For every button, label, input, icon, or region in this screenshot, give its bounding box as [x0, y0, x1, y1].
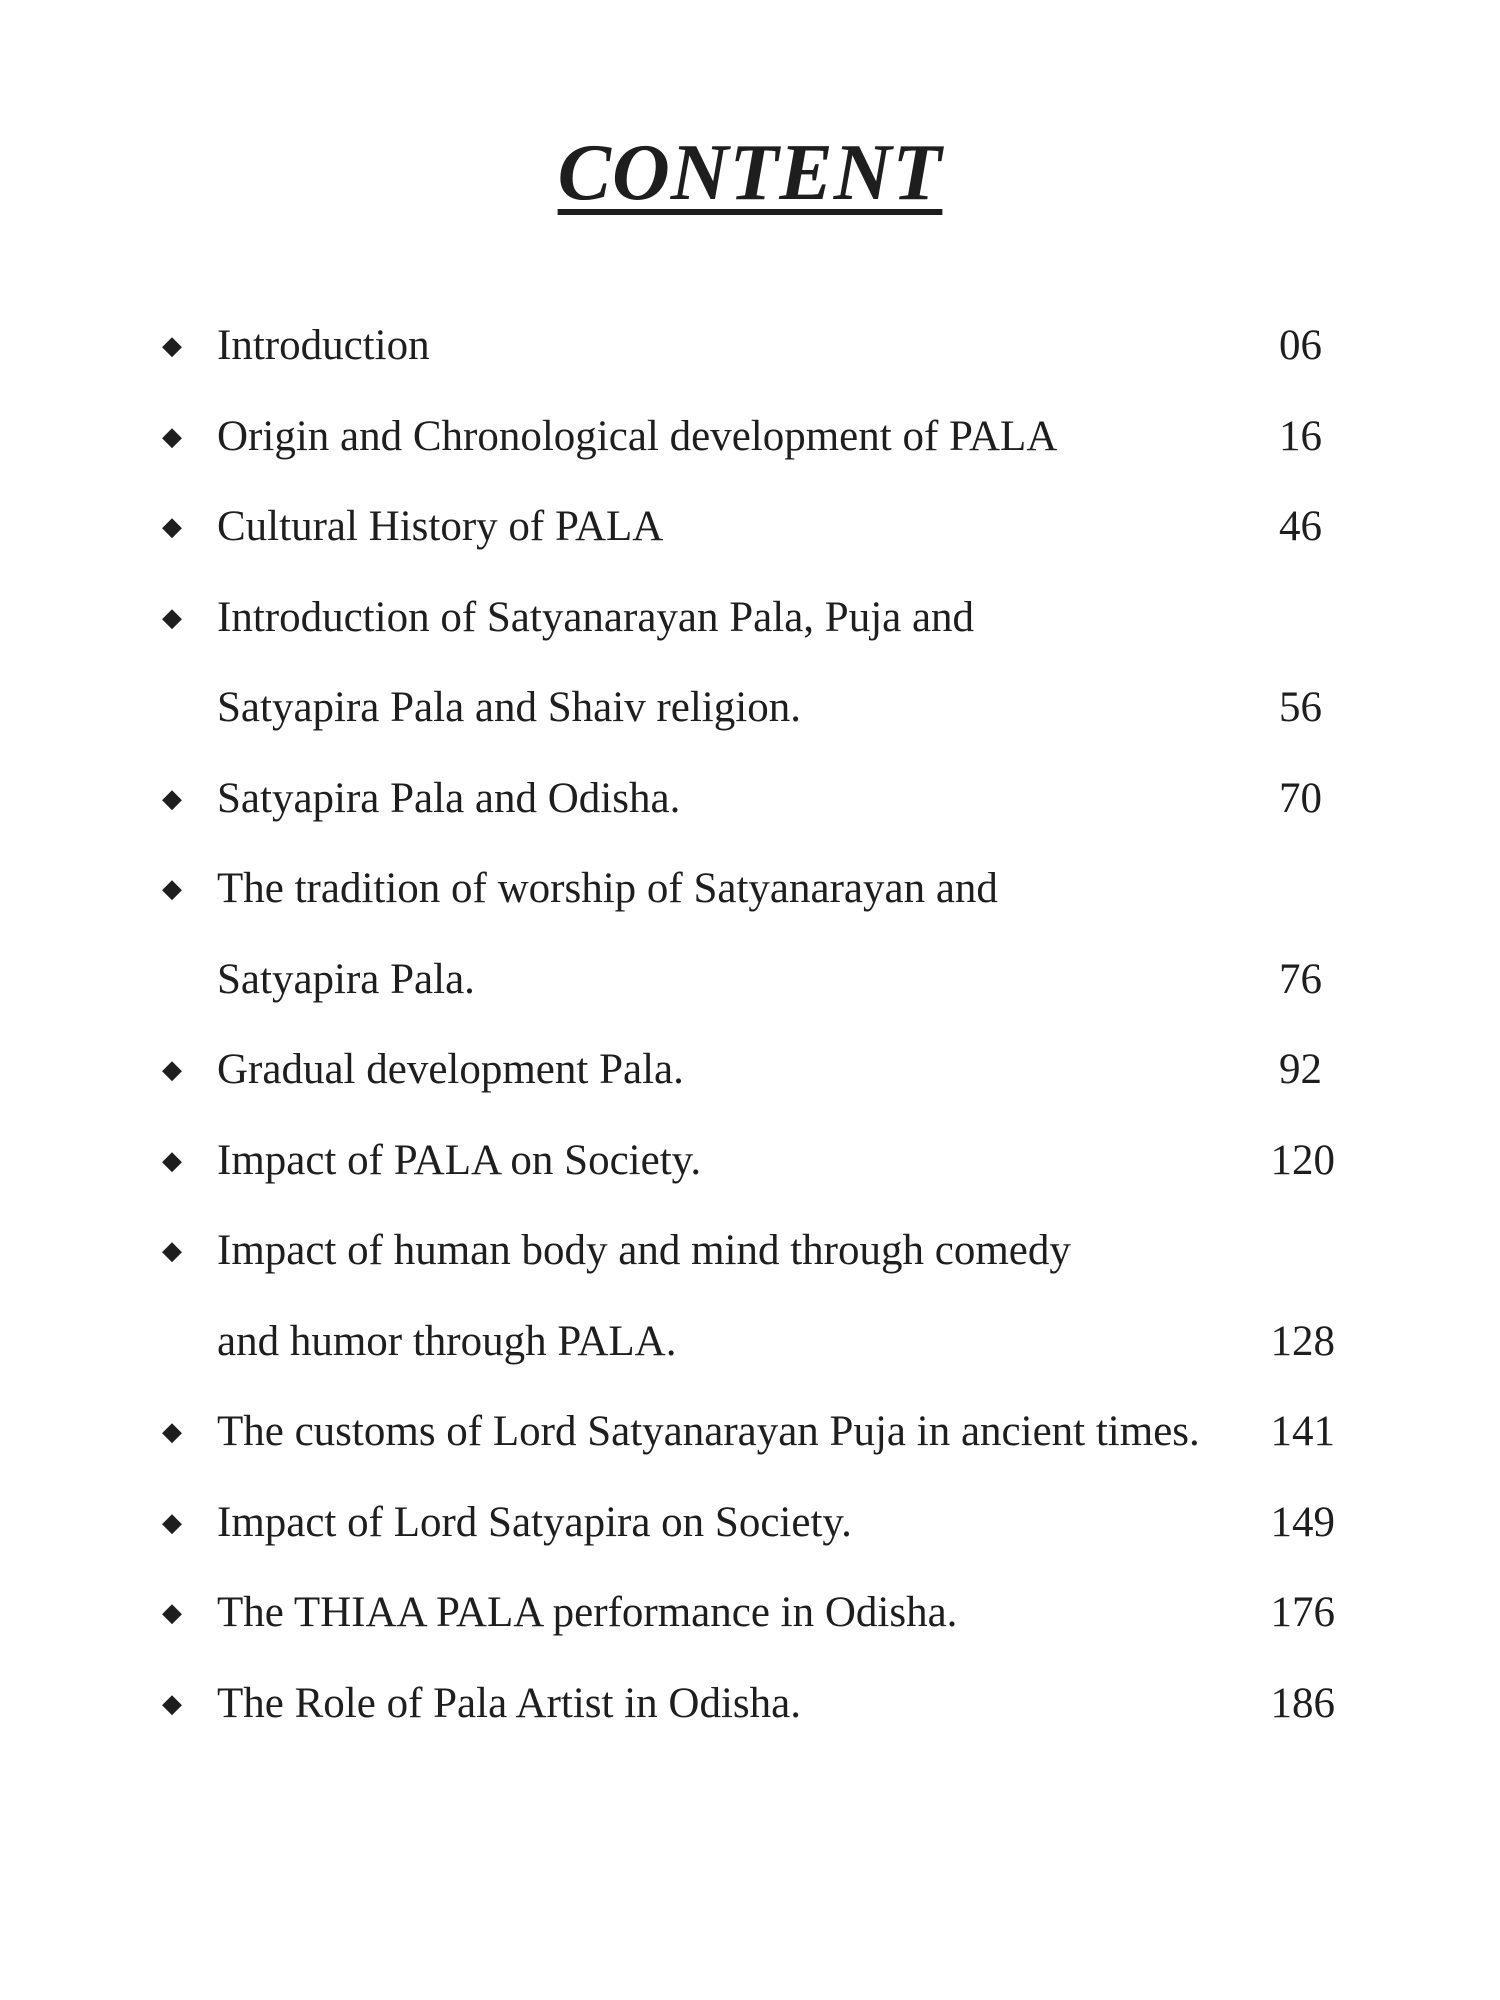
toc-line: [0, 1040, 1500, 1100]
toc-entry-title: Impact of Lord Satyapira on Society.: [217, 1498, 852, 1546]
toc-line: [0, 1493, 1500, 1553]
toc-line: [0, 1583, 1500, 1643]
toc-line: [0, 1312, 1500, 1372]
toc-line: [0, 316, 1500, 376]
toc-line: [0, 1131, 1500, 1191]
diamond-bullet-icon: ◆: [162, 1145, 182, 1175]
toc-page-number: 186: [1270, 1679, 1335, 1727]
toc-entry-title: The customs of Lord Satyanarayan Puja in ancient times.: [217, 1408, 1200, 1455]
toc-entry-title: Introduction: [217, 322, 430, 369]
toc-entry-title: The THIAA PALA performance in Odisha.: [217, 1589, 958, 1636]
toc-line: [0, 769, 1500, 829]
diamond-bullet-icon: ◆: [162, 1417, 182, 1446]
toc-page-number: 16: [1279, 412, 1322, 460]
toc-page-number: 70: [1279, 774, 1322, 822]
toc-page-number: 149: [1270, 1498, 1335, 1546]
diamond-bullet-icon: ◆: [162, 602, 182, 632]
toc-line: [0, 588, 1500, 648]
toc-page-number: 56: [1279, 684, 1322, 731]
toc-line: [0, 1221, 1500, 1281]
toc-entry-title: The Role of Pala Artist in Odisha.: [217, 1679, 802, 1727]
toc-entry-title: Gradual development Pala.: [217, 1046, 684, 1093]
toc-page-number: 92: [1279, 1046, 1322, 1093]
toc-entry-title: Impact of human body and mind through comedy: [217, 1227, 1071, 1274]
diamond-bullet-icon: ◆: [162, 874, 182, 903]
toc-page-number: 128: [1270, 1317, 1335, 1365]
toc-page-number: 141: [1270, 1408, 1335, 1455]
page-title-text: CONTENT: [557, 129, 943, 217]
toc-entry-title: and humor through PALA.: [217, 1317, 677, 1365]
diamond-bullet-icon: ◆: [162, 512, 182, 541]
diamond-bullet-icon: ◆: [162, 1055, 182, 1084]
toc-entry-title: Introduction of Satyanarayan Pala, Puja and: [217, 593, 975, 641]
toc-line: [0, 950, 1500, 1010]
toc-entry-title: Cultural History of PALA: [217, 503, 664, 550]
diamond-bullet-icon: ◆: [162, 1598, 182, 1627]
toc-line: [0, 859, 1500, 919]
toc-page-number: 176: [1270, 1589, 1335, 1636]
diamond-bullet-icon: ◆: [162, 1507, 182, 1537]
toc-entry-title: Impact of PALA on Society.: [217, 1136, 702, 1184]
diamond-bullet-icon: ◆: [162, 1236, 182, 1265]
toc-entry-title: Satyapira Pala.: [217, 955, 475, 1003]
toc-entry-title: Origin and Chronological development of PALA: [217, 412, 1058, 460]
toc-line: [0, 1674, 1500, 1734]
toc-line: [0, 1402, 1500, 1462]
toc-entry-title: Satyapira Pala and Shaiv religion.: [217, 684, 801, 731]
toc-line: [0, 678, 1500, 738]
toc-entry-title: The tradition of worship of Satyanarayan and: [217, 865, 998, 912]
toc-line: [0, 497, 1500, 557]
diamond-bullet-icon: ◆: [162, 1688, 182, 1718]
toc-page-number: 06: [1279, 322, 1322, 369]
diamond-bullet-icon: ◆: [162, 331, 182, 360]
diamond-bullet-icon: ◆: [162, 783, 182, 813]
toc-entry-title: Satyapira Pala and Odisha.: [217, 774, 681, 822]
toc-page-number: 120: [1270, 1136, 1335, 1184]
diamond-bullet-icon: ◆: [162, 421, 182, 451]
toc-page-number: 46: [1279, 503, 1322, 550]
toc-line: [0, 407, 1500, 467]
toc-page-number: 76: [1279, 955, 1322, 1003]
